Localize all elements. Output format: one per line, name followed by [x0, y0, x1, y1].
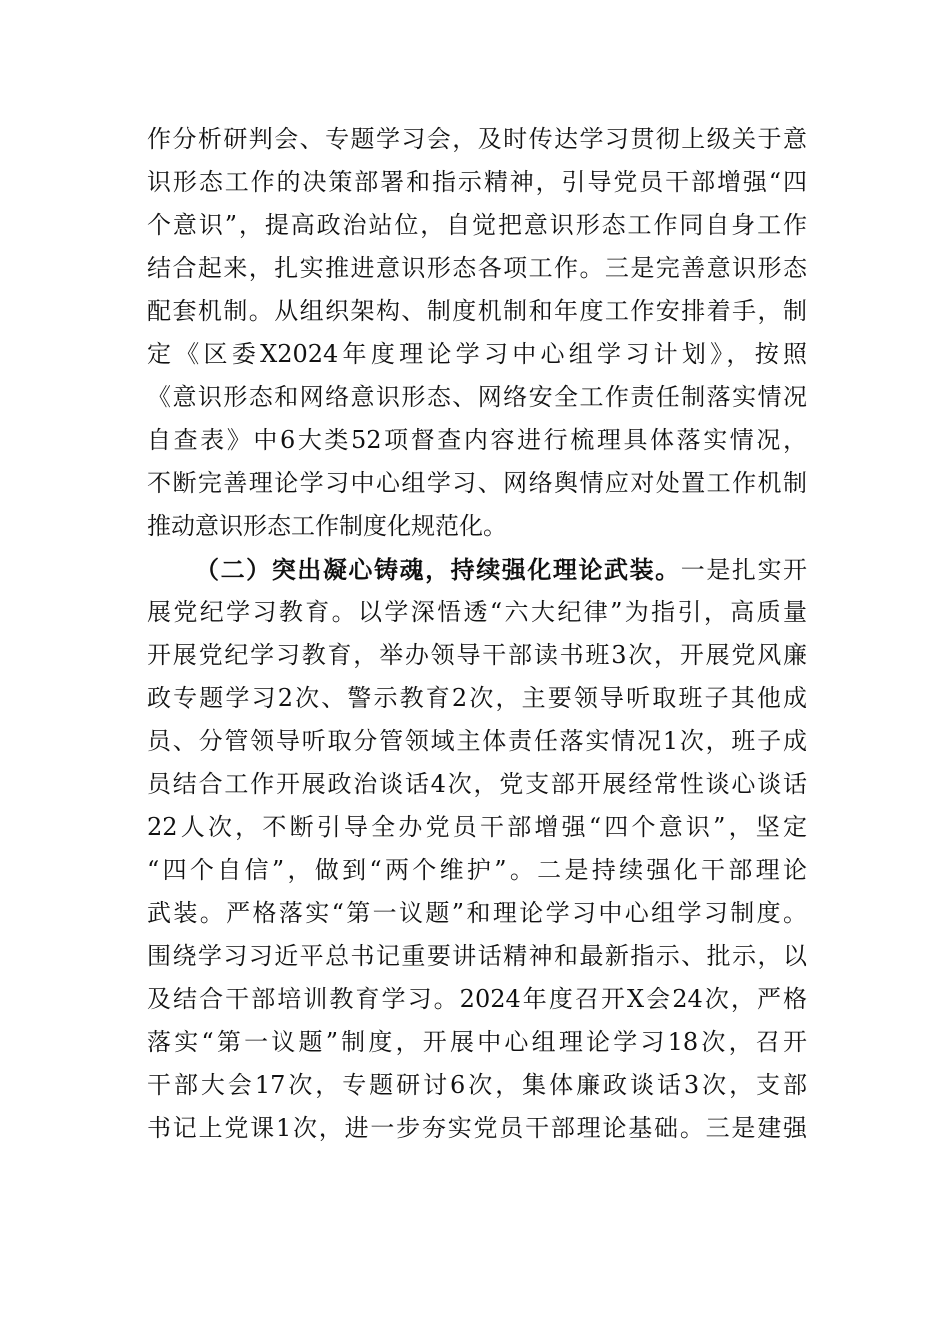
- text-line: 推动意识形态工作制度化规范化。: [147, 512, 507, 540]
- text-line: 《意识形态和网络意识形态、网络安全工作责任制落实情况: [147, 383, 807, 411]
- text-line: 定《区委X2024年度理论学习中心组学习计划》，按照: [147, 340, 807, 368]
- text-line: 及结合干部培训教育学习。2024年度召开X会24次，严格: [147, 985, 807, 1013]
- text-line: 书记上党课1次，进一步夯实党员干部理论基础。三是建强: [147, 1114, 807, 1142]
- section-heading-line: [147, 548, 807, 591]
- text-line: 干部大会17次，专题研讨6次，集体廉政谈话3次，支部: [147, 1071, 807, 1099]
- text-line: 武装。严格落实“第一议题”和理论学习中心组学习制度。: [147, 899, 807, 927]
- text-line: 作分析研判会、专题学习会，及时传达学习贯彻上级关于意: [147, 125, 807, 153]
- text-line: 落实“第一议题”制度，开展中心组理论学习18次，召开: [147, 1028, 807, 1056]
- text-line: 个意识”，提高政治站位，自觉把意识形态工作同自身工作: [147, 211, 807, 239]
- text-line: 配套机制。从组织架构、制度机制和年度工作安排着手，制: [147, 297, 807, 325]
- text-line: 员结合工作开展政治谈话4次，党支部开展经常性谈心谈话: [147, 770, 807, 798]
- text-line: 自查表》中6大类52项督查内容进行梳理具体落实情况，: [147, 426, 807, 454]
- text-line: “四个自信”，做到“两个维护”。二是持续强化干部理论: [147, 856, 807, 884]
- text-line: 不断完善理论学习中心组学习、网络舆情应对处置工作机制: [147, 469, 807, 497]
- section-heading-rest: 一是扎实开: [680, 556, 808, 584]
- text-line: 展党纪学习教育。以学深悟透“六大纪律”为指引，高质量: [147, 598, 807, 626]
- text-line: 识形态工作的决策部署和指示精神，引导党员干部增强“四: [147, 168, 807, 196]
- body-text: [147, 118, 807, 1150]
- text-line: 员、分管领导听取分管领域主体责任落实情况1次，班子成: [147, 727, 807, 755]
- text-line: 政专题学习2次、警示教育2次，主要领导听取班子其他成: [147, 684, 807, 712]
- text-line: 22人次，不断引导全办党员干部增强“四个意识”，坚定: [147, 813, 807, 841]
- text-line: 围绕学习习近平总书记重要讲话精神和最新指示、批示，以: [147, 942, 807, 970]
- text-line: 结合起来，扎实推进意识形态各项工作。三是完善意识形态: [147, 254, 807, 282]
- text-line: 开展党纪学习教育，举办领导干部读书班3次，开展党风廉: [147, 641, 807, 669]
- section-heading: （二）突出凝心铸魂，持续强化理论武装。: [195, 555, 681, 584]
